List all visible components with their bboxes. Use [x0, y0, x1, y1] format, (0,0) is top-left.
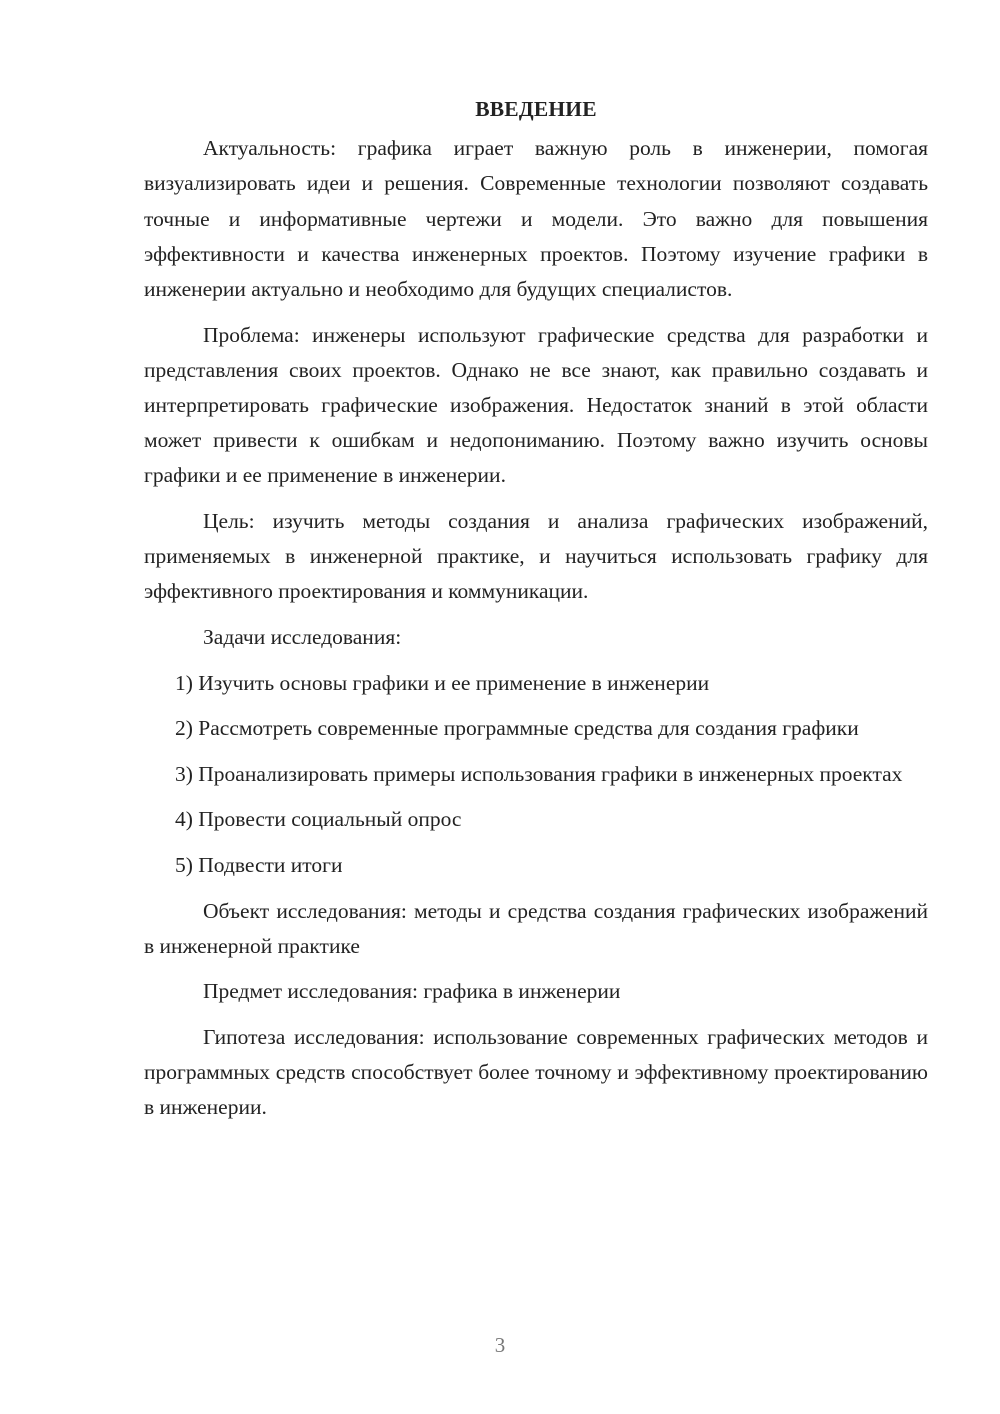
task-item-1: 1) Изучить основы графики и ее применение в инженерии — [175, 670, 710, 695]
task-item-3: 3) Проанализировать примеры использования графики в инженерных проектах — [175, 761, 903, 786]
paragraph-tasks-heading: Задачи исследования: — [203, 625, 402, 650]
page-number: 3 — [494, 1333, 506, 1357]
page-title: ВВЕДЕНИЕ — [475, 97, 597, 121]
task-item-5: 5) Подвести итоги — [175, 852, 343, 877]
task-item-2: 2) Рассмотреть современные программные средства для создания графики — [175, 716, 859, 741]
paragraph-subject: Предмет исследования: графика в инженерии — [203, 979, 621, 1004]
paragraph-object: Объект исследования: методы и средства создания графических изображений в инженерной практике — [144, 898, 928, 958]
document-page — [144, 92, 928, 1136]
paragraph-goal: Цель: изучить методы создания и анализа графических изображений, применяемых в инженерной практике, и научиться использовать графику для эффективного проектирования и коммуникации. — [144, 509, 928, 604]
paragraph-relevance: Актуальность: графика играет важную роль в инженерии, помогая визуализировать идеи и решения. Современные технологии позволяют создавать точные и информативные чертежи и модели. Это важно для повышения эффективности и качества инженерных проектов. Поэтому изучение графики в инженерии актуально и необходимо для будущих специалистов. — [144, 136, 928, 302]
paragraph-problem: Проблема: инженеры используют графические средства для разработки и представления своих проектов. Однако не все знают, как правильно создавать и интерпретировать графические изображения. Недостаток знаний в этой области может привести к ошибкам и недопониманию. Поэтому важно изучить основы графики и ее применение в инженерии. — [144, 322, 928, 488]
paragraph-hypothesis: Гипотеза исследования: использование современных графических методов и программных средств способствует более точному и эффективному проектированию в инженерии. — [144, 1024, 928, 1120]
task-item-4: 4) Провести социальный опрос — [175, 807, 462, 832]
